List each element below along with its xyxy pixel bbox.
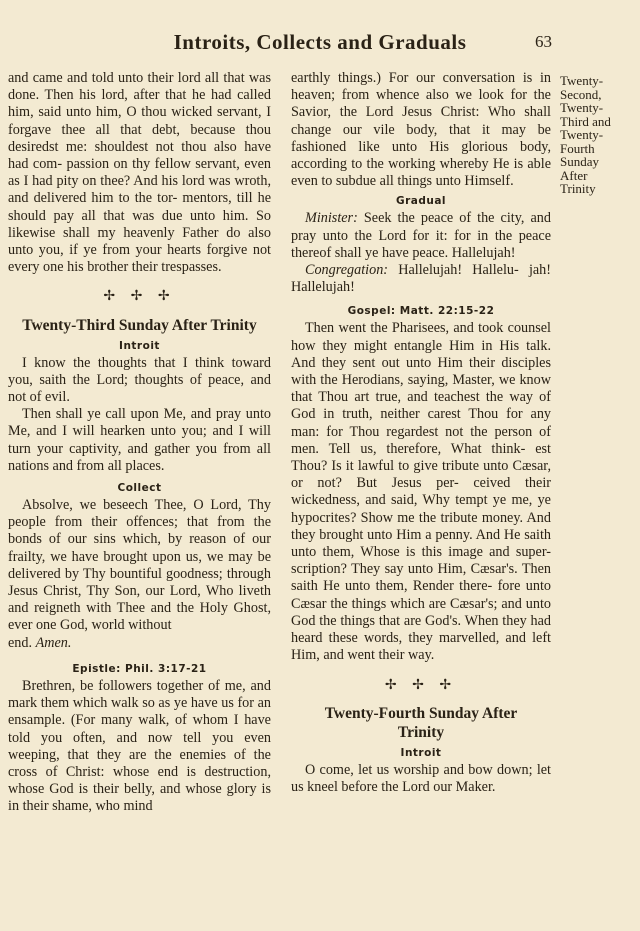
text-line: heavenly Father do also unto you, if ye (8, 224, 271, 259)
text-line: whose God is their belly, and whose (8, 781, 227, 798)
epistle-label: Epistle: Phil. 3:17-21 (72, 662, 207, 675)
text-line: Seek the peace of the city, (363, 210, 531, 227)
text-line: often, and now tell you even weeping, (8, 729, 271, 763)
text-line: of Christ: whose end is destruction, (45, 763, 271, 780)
introit-text-1 (8, 355, 271, 407)
collect-end-word: end. (8, 634, 33, 651)
text-line: O thou wicked servant, I forgave thee (8, 104, 271, 138)
text-line: passion on thy fellow servant, even as I (8, 156, 272, 190)
text-line: all places. (107, 457, 165, 474)
epistle-text (8, 678, 271, 816)
text-line: from the bonds of our sins which, by (8, 514, 271, 548)
introit-text (291, 762, 551, 796)
text-line: Himself. (464, 173, 514, 190)
text-line: scription? They say unto Him, Cæsar's. (291, 561, 522, 578)
text-line: bountiful goodness; through Jesus (8, 565, 271, 600)
gradual-label: Gradual (395, 195, 447, 208)
text-line: that he had called him, said unto him, (8, 87, 271, 121)
text-line: me, and mark them which walk so as (8, 677, 271, 712)
text-line: from your hearts forgive not every one (8, 242, 271, 276)
text-line: and I will turn your captivity, and (8, 423, 271, 457)
text-line: body, according to the working whereby (291, 138, 551, 173)
introit-text-2 (8, 406, 271, 475)
margin-note-line: Twenty- (560, 100, 604, 115)
heading-line-1: Twenty-Fourth Sunday After (324, 704, 518, 722)
text-line: and came and told unto their lord all (8, 70, 224, 86)
minister-label: Minister: (305, 210, 358, 227)
text-line: upon us, we may be delivered by Thy (8, 548, 271, 582)
text-line: and reigneth with Thee and the Holy (8, 600, 234, 617)
right-column (291, 70, 551, 796)
text-line: Then shall ye call upon Me, and pray (22, 406, 246, 423)
text-line: He is able even to subdue all things unto (291, 156, 551, 190)
text-line: them, Whose is this image and super- (322, 544, 551, 561)
section-heading (291, 704, 551, 742)
text-line: and went their way. (323, 647, 435, 664)
introit-label: Introit (119, 339, 160, 352)
margin-note (560, 74, 624, 196)
text-line: Then saith He unto them, Render there- (291, 561, 551, 595)
collect-text (8, 497, 271, 635)
text-line: counsel how they might entangle Him (291, 320, 551, 354)
text-line: unto Me, and I will hearken unto you; (8, 406, 271, 440)
introit-label: Introit (400, 746, 442, 759)
text-line: Him their disciples with the Herodians, (291, 354, 551, 389)
text-line: true, and teachest the way of God in (291, 389, 551, 423)
text-line: due unto him. So likewise shall my (8, 207, 272, 241)
text-line: and pray unto the Lord for it: for in (291, 210, 551, 244)
gospel-continuation (8, 70, 271, 276)
section-heading: Twenty-Third Sunday After Trinity (22, 316, 257, 334)
text-line: may be fashioned like unto His glorious (291, 121, 551, 155)
collect-amen: Amen. (35, 634, 72, 651)
text-line: are God's. When they had heard these (291, 612, 551, 647)
margin-note-line: Third and (560, 113, 611, 129)
text-line: had pity on thee? And his lord was (32, 173, 235, 190)
margin-note-line: Second, (560, 86, 602, 102)
text-line: the tribute money. And they brought (291, 509, 551, 543)
text-line: wroth, and delivered him to the tor- (8, 173, 272, 207)
text-line: unto Cæsar, or not? But Jesus per- (291, 458, 551, 492)
text-line: the peace thereof shall ye have peace. (291, 227, 551, 261)
gradual-minister (291, 210, 551, 262)
text-line: his brother their trespasses. (67, 259, 222, 276)
collect-ending (8, 635, 271, 652)
text-line: of peace, and not of evil. (8, 371, 271, 406)
text-line: Hallelujah! (451, 244, 516, 261)
text-line: reason of our frailty, we have brought (8, 531, 271, 565)
congregation-label: Congregation: (305, 262, 389, 279)
text-line: in His talk. And they sent out unto (291, 337, 551, 371)
text-line: that was done. Then his lord, after (8, 70, 271, 104)
text-line: Then went the Pharisees, and took (305, 320, 508, 337)
text-line: Christ, Thy Son, our Lord, Who liveth (43, 583, 271, 600)
margin-note-line: After (560, 167, 588, 183)
text-line: glory is in their shame, who mind (8, 781, 271, 815)
text-line: for the Savior, the Lord Jesus Christ: (291, 87, 551, 121)
text-line: ceived their wickedness, and said, Why (291, 475, 551, 509)
text-line: is in heaven; from whence also we look (291, 70, 551, 104)
text-line: for Thou regardest not the person of (326, 423, 551, 440)
text-line: Cæsar's; and unto God the things that (291, 595, 551, 629)
gospel-label: Gospel: Matt. 22:15-22 (347, 305, 495, 318)
text-line: words, they marvelled, and left Him, (291, 630, 551, 664)
margin-note-line: Twenty- (560, 127, 604, 142)
collect-label: Collect (117, 482, 162, 495)
text-line: Thy people from their offences; that (8, 497, 271, 531)
text-line: est Thou? Is it lawful to give tribute (291, 440, 551, 475)
text-line: that they are the enemies of the cross (8, 746, 271, 780)
ornament-divider: ✢ ✢ ✢ (384, 677, 458, 693)
text-line: jah! Hallelujah! (291, 262, 551, 296)
text-line: Ghost, ever one God, world without (8, 600, 271, 634)
text-line: shouldest not thou also have had com- (8, 138, 271, 173)
heading-line-2: Trinity (397, 723, 445, 741)
left-column (8, 70, 271, 816)
text-line: down; let us kneel before the Lord (291, 761, 551, 795)
ornament-divider: ✢ ✢ ✢ (103, 289, 176, 305)
text-line: O come, let us worship and bow (305, 761, 498, 778)
gradual-congregation (291, 262, 551, 296)
margin-note-line: Sunday (560, 154, 599, 169)
text-line: gather you from all nations and from (8, 440, 271, 474)
margin-note-line: Fourth (560, 140, 595, 156)
margin-note-line: Trinity (560, 181, 596, 196)
epistle-continuation (291, 70, 551, 190)
margin-note-line: Twenty- (560, 73, 604, 88)
text-line: Brethren, be followers together of (22, 677, 225, 694)
text-line: earthly things.) For our conversation (291, 70, 523, 86)
text-line: truth, neither carest Thou for any man: (291, 406, 552, 440)
text-line: Who shall change our vile body, that it (291, 104, 551, 138)
text-line: I know the thoughts that I think (22, 354, 232, 371)
text-line: fore unto Cæsar the things which are (291, 578, 551, 612)
text-line: all that debt, because thou desiredst me: (8, 121, 271, 155)
text-line: Hallelujah! Hallelu- (398, 262, 529, 279)
text-line: men. Tell us, therefore, What think- (291, 440, 536, 457)
text-line: unto Him a penny. And He saith unto (291, 526, 552, 561)
running-title: Introits, Collects and Graduals (173, 30, 467, 54)
text-line: our Maker. (433, 778, 496, 795)
text-line: toward you, saith the Lord; thoughts (8, 354, 271, 388)
text-line: many walk, of whom I have told you (8, 712, 271, 746)
gospel-text (291, 320, 551, 664)
text-line: saying, Master, we know that Thou art (291, 372, 551, 406)
text-line: ye have us for an ensample. (For (8, 695, 271, 729)
text-line: mentors, till he should pay all that was (8, 190, 272, 224)
text-line: tempt ye me, ye hypocrites? Show me (291, 492, 551, 526)
text-line: Absolve, we beseech Thee, O Lord, (22, 497, 249, 514)
page-number: 63 (535, 32, 552, 51)
